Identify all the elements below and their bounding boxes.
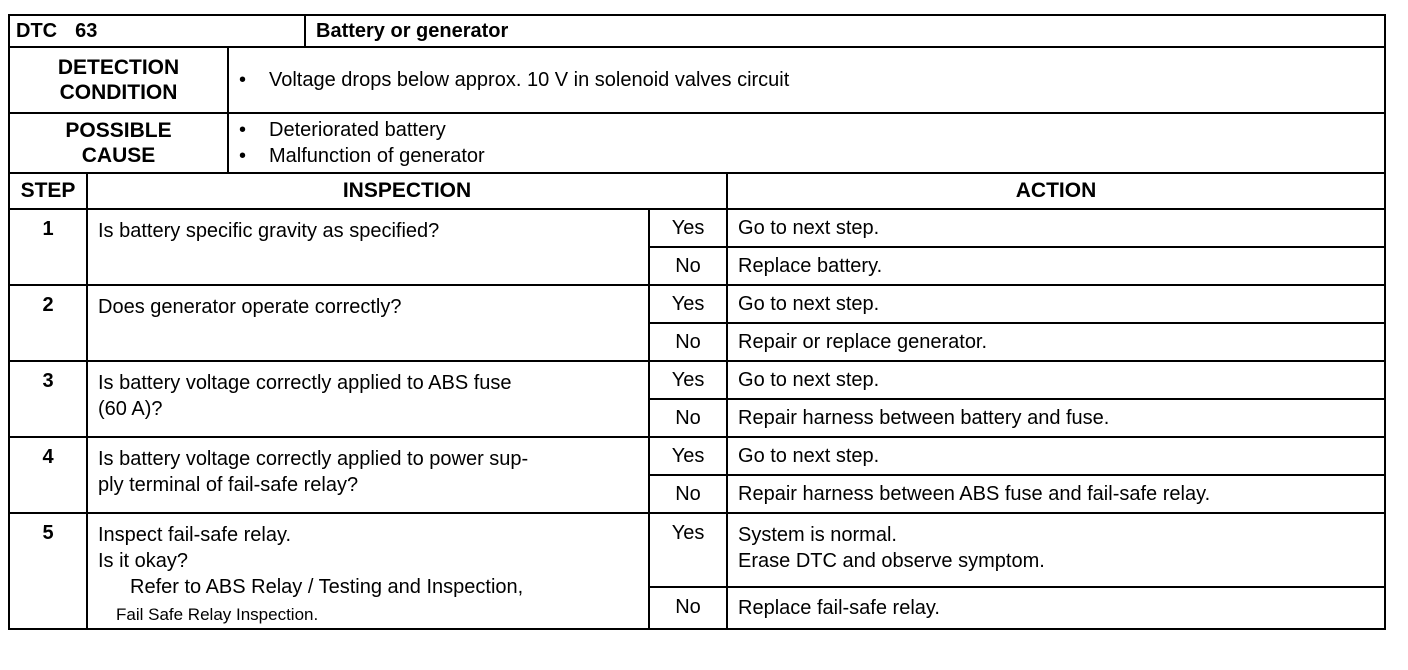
yes-action: Go to next step.: [727, 361, 1385, 399]
reference-note: Refer to ABS Relay / Testing and Inspection,: [130, 576, 524, 598]
reference-note: Fail Safe Relay Inspection.: [116, 605, 319, 624]
yes-action: System is normal. Erase DTC and observe symptom.: [727, 513, 1385, 587]
yes-action: Go to next step.: [727, 437, 1385, 475]
detection-condition-item: • Voltage drops below approx. 10 V in solenoid valves circuit: [239, 67, 1384, 93]
step-number: 1: [9, 209, 87, 285]
detection-condition-label: DETECTION CONDITION: [9, 47, 228, 113]
yes-action: Go to next step.: [727, 209, 1385, 247]
no-label: No: [649, 399, 727, 437]
inspection-column-header: INSPECTION: [87, 173, 727, 209]
yes-label: Yes: [649, 437, 727, 475]
yes-label: Yes: [649, 513, 727, 587]
no-action: Repair harness between ABS fuse and fail-safe relay.: [727, 475, 1385, 513]
yes-label: Yes: [649, 209, 727, 247]
dtc-code: 63: [75, 19, 98, 42]
inspection-steps-table: [8, 172, 1386, 630]
inspection-text: Is battery specific gravity as specified?: [87, 209, 649, 285]
dtc-label: DTC: [16, 19, 58, 42]
inspection-text: Does generator operate correctly?: [87, 285, 649, 361]
dtc-title: Battery or generator: [305, 15, 1385, 47]
dtc-code-cell: [9, 15, 305, 47]
no-action: Repair harness between battery and fuse.: [727, 399, 1385, 437]
table-row: [9, 513, 1385, 587]
inspection-text: Is battery voltage correctly applied to power sup- ply terminal of fail-safe relay?: [87, 437, 649, 513]
possible-cause-list: [228, 113, 1385, 173]
step-number: 3: [9, 361, 87, 437]
yes-label: Yes: [649, 285, 727, 323]
dtc-troubleshooting-sheet: [8, 14, 1386, 630]
inspection-text: Is battery voltage correctly applied to ABS fuse (60 A)?: [87, 361, 649, 437]
action-column-header: ACTION: [727, 173, 1385, 209]
step-number: 2: [9, 285, 87, 361]
no-label: No: [649, 475, 727, 513]
step-number: 4: [9, 437, 87, 513]
detection-condition-list: [228, 47, 1385, 113]
step-column-header: STEP: [9, 173, 87, 209]
no-action: Repair or replace generator.: [727, 323, 1385, 361]
no-label: No: [649, 323, 727, 361]
inspection-text: Inspect fail-safe relay. Is it okay? Refer to ABS Relay / Testing and Inspection, Fail Safe Relay Inspection.: [87, 513, 649, 629]
no-action: Replace fail-safe relay.: [727, 587, 1385, 629]
possible-cause-item: • Deteriorated battery: [239, 117, 1384, 143]
yes-action: Go to next step.: [727, 285, 1385, 323]
table-row: [9, 209, 1385, 247]
no-action: Replace battery.: [727, 247, 1385, 285]
yes-label: Yes: [649, 361, 727, 399]
possible-cause-label: POSSIBLE CAUSE: [9, 113, 228, 173]
table-row: [9, 361, 1385, 399]
possible-cause-item: • Malfunction of generator: [239, 143, 1384, 169]
step-number: 5: [9, 513, 87, 629]
dtc-header-table: [8, 14, 1386, 48]
table-row: [9, 285, 1385, 323]
condition-table: [8, 46, 1386, 174]
no-label: No: [649, 247, 727, 285]
table-row: [9, 437, 1385, 475]
no-label: No: [649, 587, 727, 629]
